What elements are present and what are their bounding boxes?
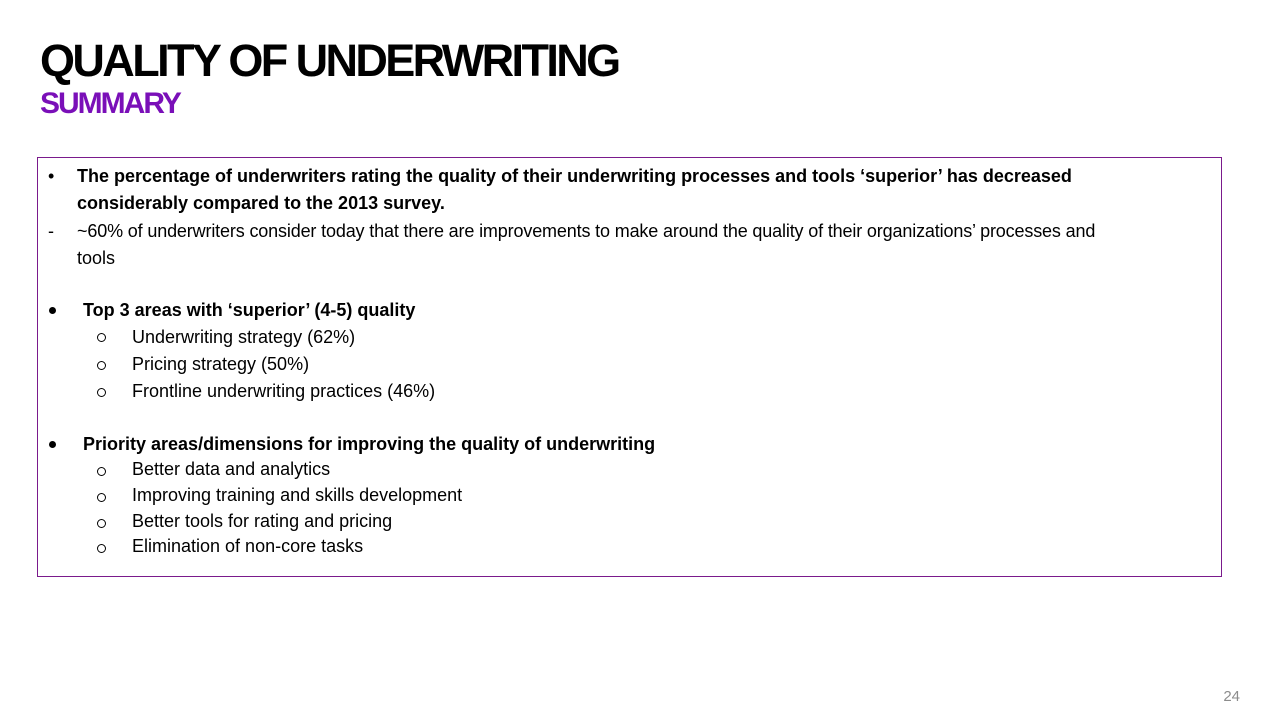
circle-bullet-icon xyxy=(97,333,106,342)
priority-area-item: Elimination of non-core tasks xyxy=(132,536,364,556)
point-1-line-2: considerably compared to the 2013 survey. xyxy=(77,193,445,213)
point-2-line-1: ~60% of underwriters consider today that there are improvements to make around the quality of their organizations’ processes and xyxy=(77,221,1096,241)
priority-area-item: Improving training and skills development xyxy=(132,485,463,505)
point-1-line-1: The percentage of underwriters rating the quality of their underwriting processes and tools ‘superior’ has decreased xyxy=(77,166,1072,186)
circle-bullet-icon xyxy=(97,467,106,476)
bullet-dot-icon xyxy=(49,441,56,448)
bullet-dot-icon xyxy=(49,307,56,314)
page-title: QUALITY OF UNDERWRITING xyxy=(40,35,619,86)
dash-marker: - xyxy=(48,221,54,241)
priority-area-item: Better tools for rating and pricing xyxy=(132,511,393,531)
bullet-marker: • xyxy=(48,166,55,186)
top-areas-heading: Top 3 areas with ‘superior’ (4-5) quality xyxy=(83,300,416,320)
circle-bullet-icon xyxy=(97,544,106,553)
summary-box xyxy=(37,157,1222,577)
page-number: 24 xyxy=(1223,688,1240,705)
priority-area-item: Better data and analytics xyxy=(132,459,331,479)
top-area-item: Frontline underwriting practices (46%) xyxy=(132,381,436,401)
point-2-line-2: tools xyxy=(77,248,116,268)
priority-areas-heading: Priority areas/dimensions for improving the quality of underwriting xyxy=(83,434,656,454)
page-subtitle: SUMMARY xyxy=(40,87,180,120)
circle-bullet-icon xyxy=(97,493,106,502)
circle-bullet-icon xyxy=(97,519,106,528)
circle-bullet-icon xyxy=(97,388,106,397)
top-area-item: Underwriting strategy (62%) xyxy=(132,327,356,347)
circle-bullet-icon xyxy=(97,361,106,370)
top-area-item: Pricing strategy (50%) xyxy=(132,354,310,374)
